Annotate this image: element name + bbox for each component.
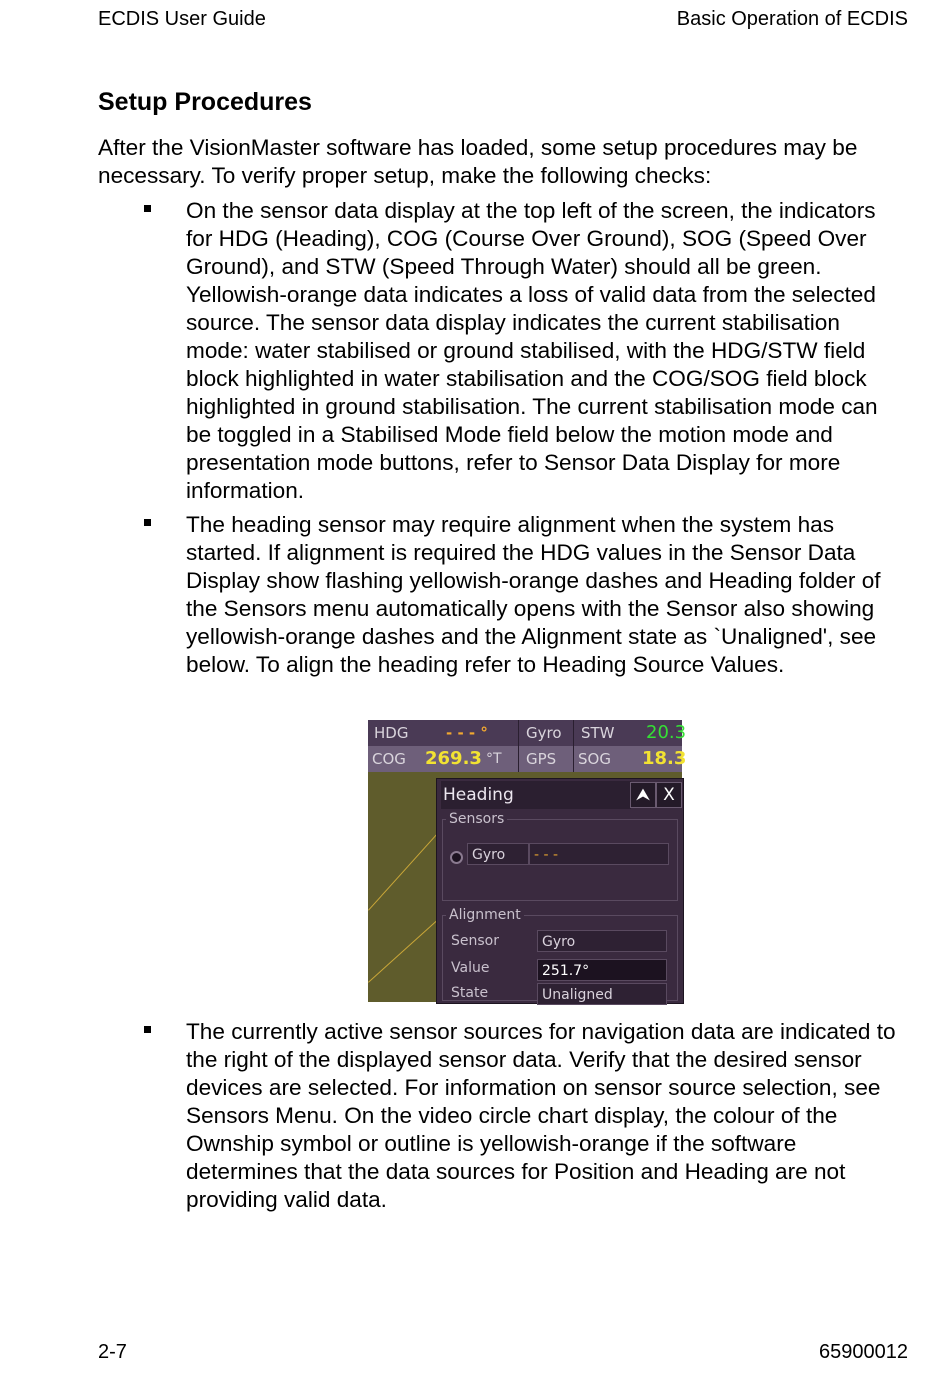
cog-value: 269.3 (425, 748, 482, 769)
sog-value: 18.3 (642, 748, 687, 769)
document-number: 65900012 (819, 1341, 908, 1363)
list-item (0, 1018, 908, 1214)
alignment-state-field: Unaligned (537, 983, 667, 1005)
section-title: Setup Procedures (98, 88, 312, 116)
bullet-text: The currently active sensor sources for navigation data are indicated to the right of the displayed sensor data. Verify that the desired sensor devices are selected. For information on sensor source selection, see Sensors Menu. On the video circle chart display, the colour of the Ownship symbol or outline is yellowish-orange if the software determines that the data sources for Position and Heading are not providing valid data. (186, 1019, 896, 1212)
bullet-text: The heading sensor may require alignment when the system has started. If alignment is required the HDG values in the Sensor Data Display show flashing yellowish-orange dashes and Heading folder of the Sensors menu automatically opens with the Sensor also showing yellowish-orange dashes and the Alignment state as `Unaligned', see below. To align the heading refer to Heading Source Values. (186, 512, 881, 677)
value-label: Value (451, 960, 490, 976)
stw-value: 20.3 (646, 722, 687, 743)
bullet-list-2 (0, 511, 950, 679)
list-item (0, 511, 908, 679)
bullet-square-icon (144, 519, 151, 526)
heading-dialog (436, 778, 684, 1004)
running-header-left: ECDIS User Guide (98, 8, 266, 30)
cog-unit: °T (486, 751, 502, 767)
bullet-list-3 (0, 1018, 950, 1214)
hdg-value: - - - ° (446, 724, 488, 742)
close-button[interactable]: X (656, 782, 682, 808)
cog-source[interactable]: GPS (526, 750, 557, 768)
sensor-option-value: - - - (529, 843, 669, 865)
bullet-square-icon (144, 205, 151, 212)
alignment-value-field[interactable]: 251.7° (537, 959, 667, 981)
sensor-option-gyro[interactable]: Gyro (467, 843, 529, 865)
stw-label: STW (581, 724, 615, 742)
sensor-row-hdg (368, 720, 687, 746)
column-divider (573, 720, 574, 772)
ownship-arrow-icon[interactable]: ⮝ (630, 782, 656, 808)
sensor-row-cog (368, 746, 687, 772)
sensors-group-label: Sensors (446, 811, 507, 827)
bullet-square-icon (144, 1026, 151, 1033)
hdg-label: HDG (374, 724, 409, 742)
dialog-title: Heading (441, 781, 631, 809)
hdg-source[interactable]: Gyro (526, 724, 562, 742)
alignment-sensor-field[interactable]: Gyro (537, 930, 667, 952)
chart-contour-line (368, 828, 442, 910)
list-item (0, 197, 908, 505)
cog-label: COG (372, 750, 406, 768)
alignment-group-label: Alignment (446, 907, 524, 923)
intro-paragraph: After the VisionMaster software has loaded, some setup procedures may be necessary. To verify proper setup, make the following checks: (98, 135, 858, 188)
sensor-radio-button[interactable] (450, 851, 463, 864)
bullet-text: On the sensor data display at the top left of the screen, the indicators for HDG (Heading), COG (Course Over Ground), SOG (Speed Over Ground), and STW (Speed Through Water) should all be green. Yellowish-orange data indicates a loss of valid data from the selected source. The sensor data display indicates the current stabilisation mode: water stabilised or ground stabilised, with the HDG/STW field block highlighted in water stabilisation and the COG/SOG field block highlighted in ground stabilisation. The current stabilisation mode can be toggled in a Stabilised Mode field below the motion mode and presentation mode buttons, refer to Sensor Data Display for more information. (186, 198, 878, 503)
sensor-label: Sensor (451, 933, 499, 949)
page-number: 2-7 (98, 1341, 127, 1363)
heading-sensor-screenshot (368, 720, 687, 1003)
running-header-right: Basic Operation of ECDIS (676, 8, 908, 30)
sog-label: SOG (578, 750, 611, 768)
state-label: State (451, 985, 489, 1001)
column-divider (518, 720, 519, 772)
bullet-list-1 (0, 197, 950, 505)
